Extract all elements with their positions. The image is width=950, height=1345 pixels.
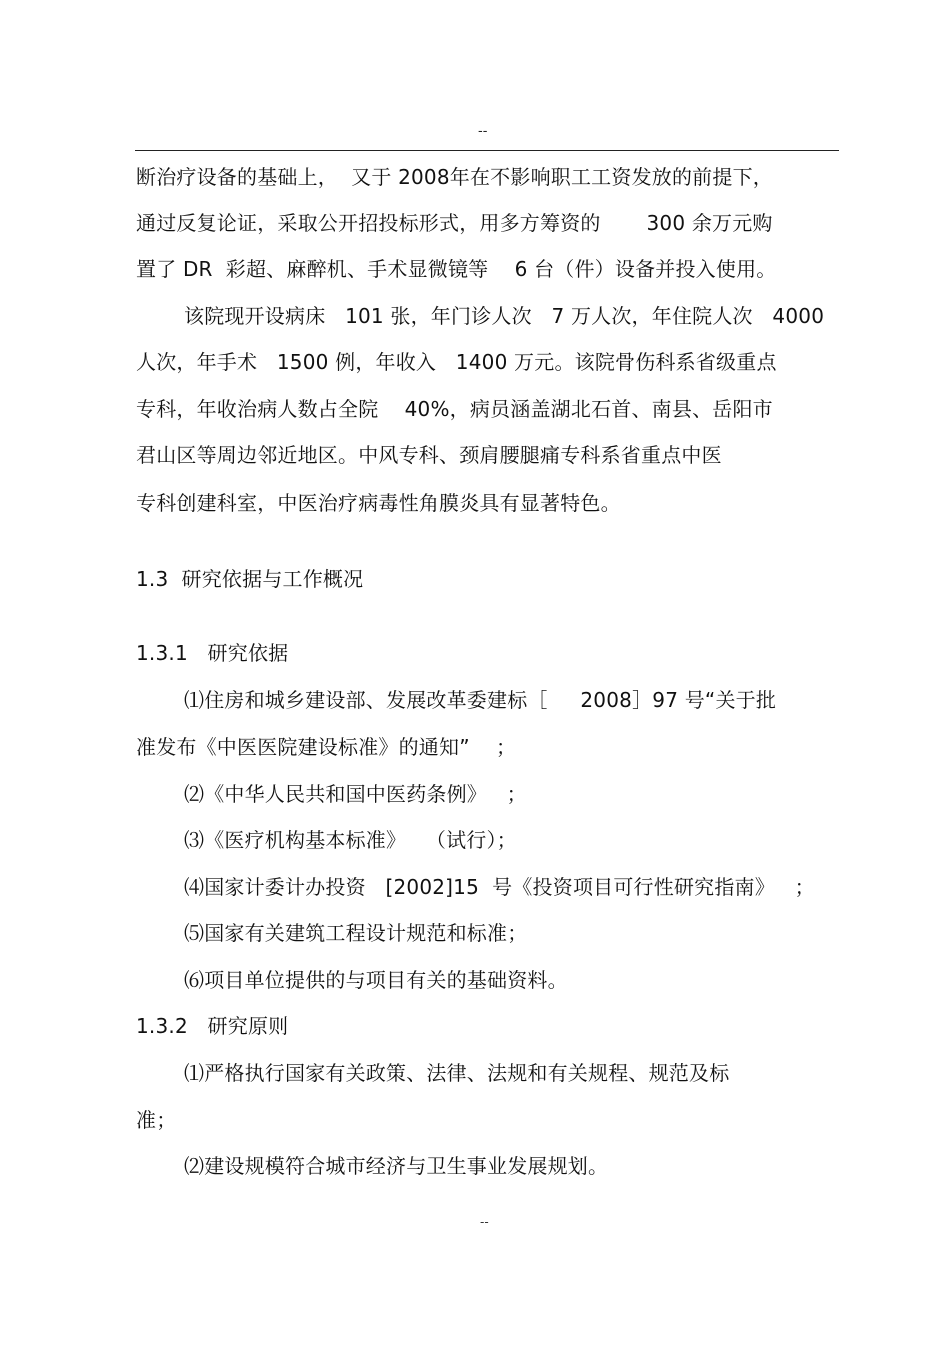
footer-mark: -- <box>480 1215 489 1229</box>
basis-item-2: ⑵《中华人民共和国中医药条例》 ； <box>184 782 527 806</box>
body-line: 人次，年手术 1500 例，年收入 1400 万元。该院骨伤科系省级重点 <box>136 350 777 374</box>
principle-item-2: ⑵建设规模符合城市经济与卫生事业发展规划。 <box>184 1154 609 1178</box>
subsection-heading-1-3-1: 1.3.1 研究依据 <box>136 641 289 665</box>
principle-item-1-cont: 准； <box>136 1108 177 1132</box>
header-mark: -- <box>478 124 488 139</box>
basis-item-1: ⑴住房和城乡建设部、发展改革委建标［ 2008］97 号“关于批 <box>184 688 777 712</box>
header-rule <box>135 150 839 151</box>
principle-item-1: ⑴严格执行国家有关政策、法律、法规和有关规程、规范及标 <box>184 1061 730 1085</box>
paragraph-first-line: 该院现开设病床 101 张，年门诊人次 7 万人次，年住院人次 4000 <box>184 304 825 328</box>
body-line: 专科创建科室，中医治疗病毒性角膜炎具有显著特色。 <box>136 491 621 515</box>
body-line: 置了 DR 彩超、麻醉机、手术显微镜等 6 台（件）设备并投入使用。 <box>136 257 777 281</box>
body-line: 断治疗设备的基础上， 又于 2008年在不影响职工工资发放的前提下， <box>136 165 773 189</box>
body-line: 专科，年收治病人数占全院 40%，病员涵盖湖北石首、南县、岳阳市 <box>136 397 773 421</box>
section-heading-1-3: 1.3 研究依据与工作概况 <box>136 567 364 591</box>
basis-item-4: ⑷国家计委计办投资 [2002]15 号《投资项目可行性研究指南》 ； <box>184 875 815 899</box>
basis-item-5: ⑸国家有关建筑工程设计规范和标准； <box>184 921 528 945</box>
body-line: 通过反复论证，采取公开招投标形式，用多方筹资的 300 余万元购 <box>136 211 773 235</box>
basis-item-1-cont: 准发布《中医医院建设标准》的通知” ； <box>136 735 517 759</box>
basis-item-3: ⑶《医疗机构基本标准》 （试行）； <box>184 828 517 852</box>
body-line: 君山区等周边邻近地区。中风专科、颈肩腰腿痛专科系省重点中医 <box>136 443 722 467</box>
subsection-heading-1-3-2: 1.3.2 研究原则 <box>136 1014 289 1038</box>
basis-item-6: ⑹项目单位提供的与项目有关的基础资料。 <box>184 968 568 992</box>
